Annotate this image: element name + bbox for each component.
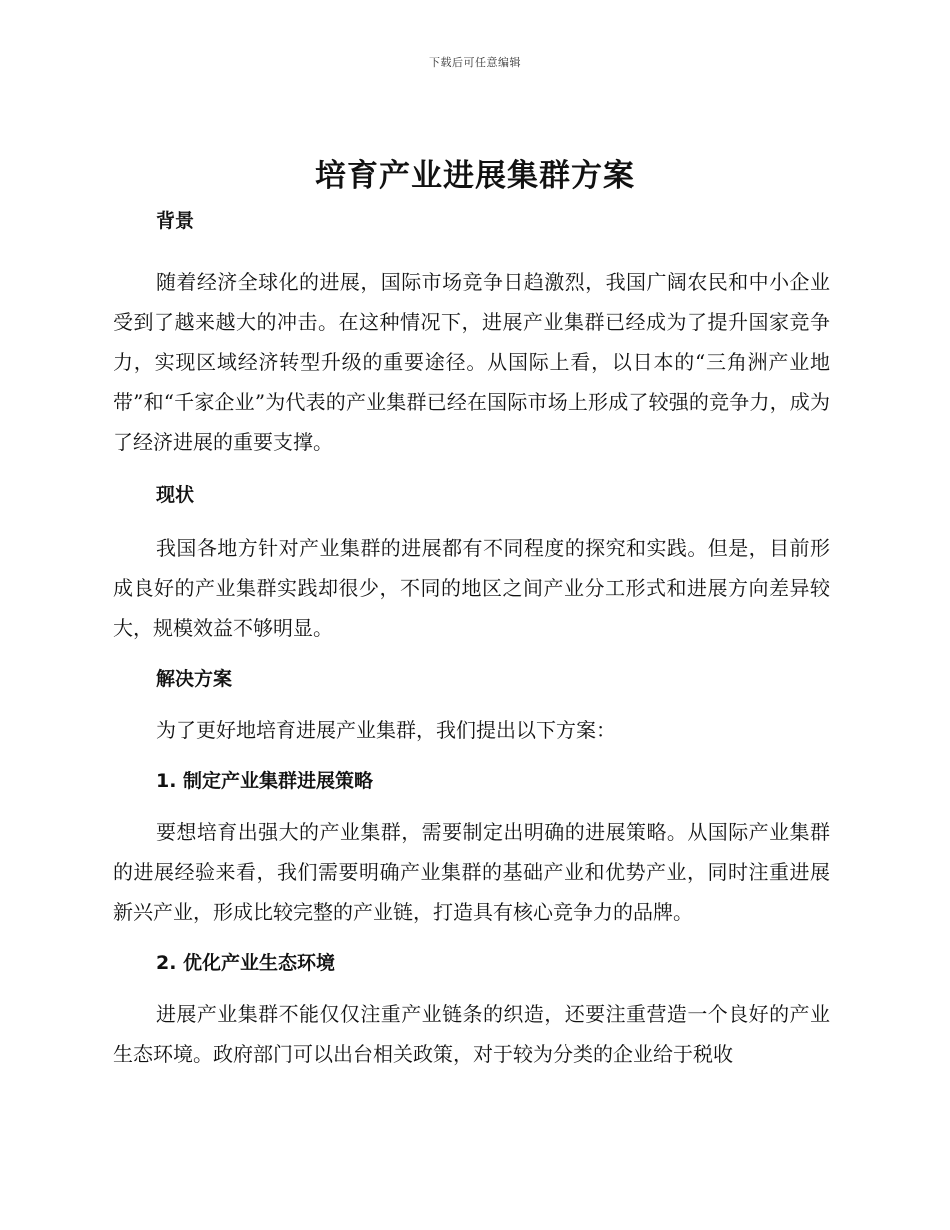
- section-heading-status: 现状: [156, 484, 195, 506]
- paragraph-ecosystem: 进展产业集群不能仅仅注重产业链条的织造，还要注重营造一个良好的产业生态环境。政府部门可以出台相关政策，对于较为分类的企业给于税收: [113, 1002, 830, 1066]
- spacer: [113, 982, 830, 994]
- spacer: [113, 648, 830, 660]
- spacer: [113, 240, 830, 262]
- subheading-strategy: 1. 制定产业集群进展策略: [156, 770, 374, 792]
- spacer: [113, 750, 830, 762]
- spacer: [113, 514, 830, 528]
- paragraph-solution-intro: 为了更好地培育进展产业集群，我们提出以下方案：: [156, 718, 616, 742]
- spacer: [113, 462, 830, 476]
- paragraph-background: 随着经济全球化的进展，国际市场竞争日趋激烈，我国广阔农民和中小企业受到了越来越大的冲击。在这种情况下，进展产业集群已经成为了提升国家竞争力，实现区域经济转型升级的重要途径。从国际上看，以日本的“三角洲产业地带”和“千家企业”为代表的产业集群已经在国际市场上形成了较强的竞争力，成为了经济进展的重要支撑。: [113, 270, 830, 454]
- section-heading-solution: 解决方案: [156, 668, 233, 690]
- document-title: 培育产业进展集群方案: [315, 158, 635, 194]
- document-body: [113, 202, 830, 1074]
- paragraph-status: 我国各地方针对产业集群的进展都有不同程度的探究和实践。但是，目前形成良好的产业集群实践却很少，不同的地区之间产业分工形式和进展方向差异较大，规模效益不够明显。: [113, 536, 830, 640]
- page-header-note: 下载后可任意编辑: [429, 56, 521, 69]
- subheading-ecosystem: 2. 优化产业生态环境: [156, 952, 336, 974]
- section-heading-background: 背景: [156, 210, 195, 232]
- spacer: [113, 800, 830, 812]
- paragraph-strategy: 要想培育出强大的产业集群，需要制定出明确的进展策略。从国际产业集群的进展经验来看，我们需要明确产业集群的基础产业和优势产业，同时注重进展新兴产业，形成比较完整的产业链，打造具有核心竞争力的品牌。: [113, 820, 830, 924]
- spacer: [113, 698, 830, 710]
- spacer: [113, 932, 830, 944]
